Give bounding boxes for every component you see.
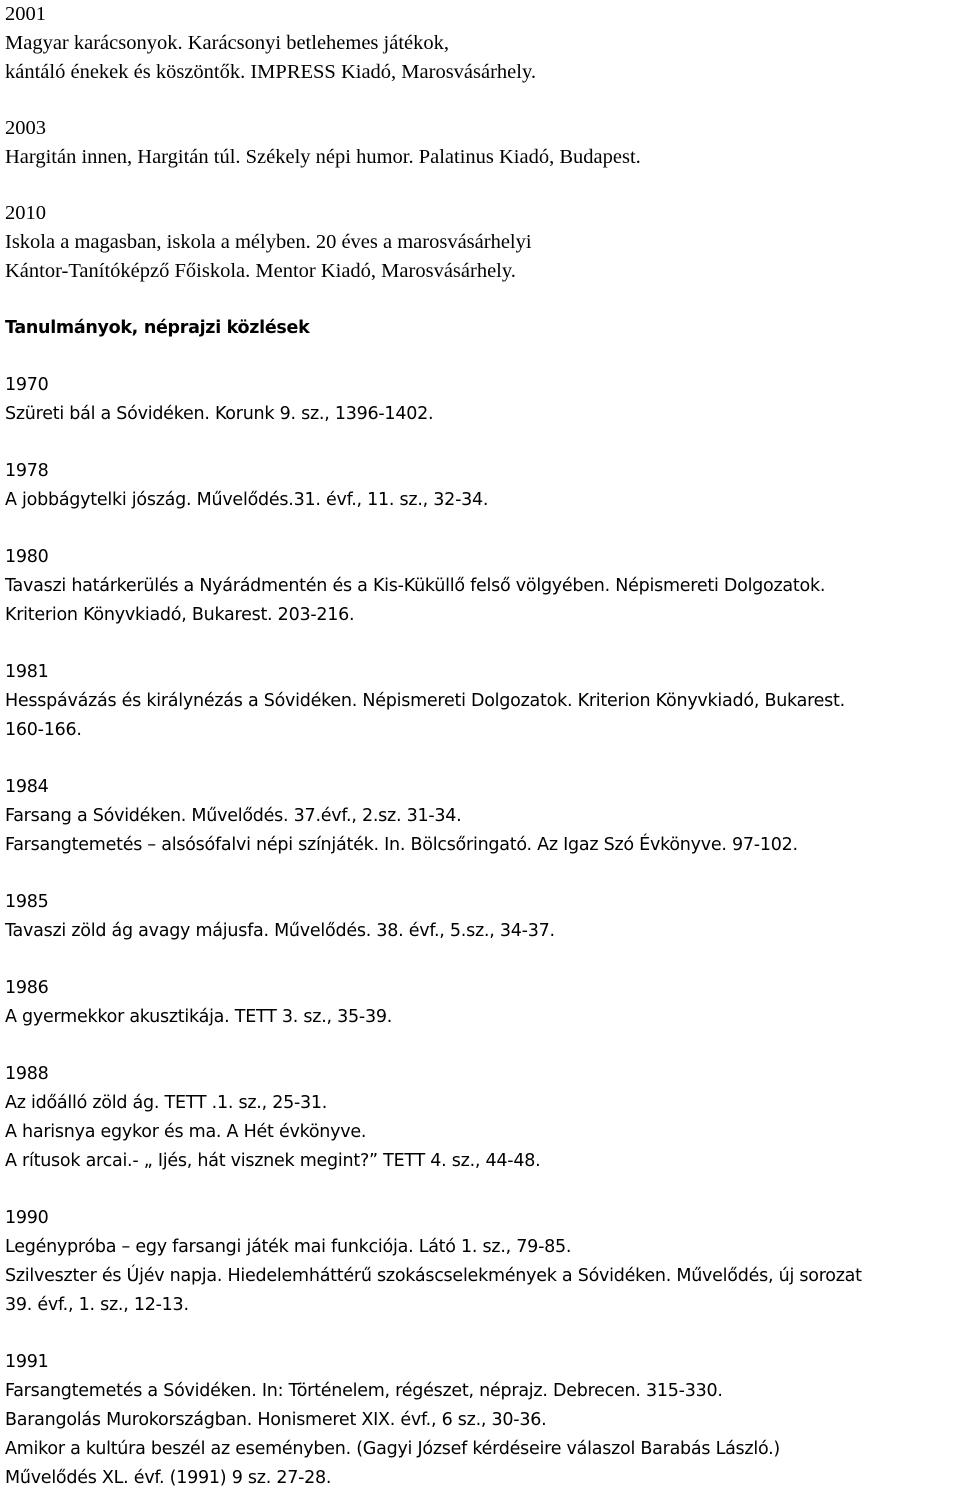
entry-line: Legénypróba – egy farsangi játék mai funkciója. Látó 1. sz., 79-85. xyxy=(5,1237,572,1257)
entry-1978 xyxy=(5,457,960,515)
entry-year: 1990 xyxy=(5,1208,49,1228)
entry-line: Hargitán innen, Hargitán túl. Székely népi humor. Palatinus Kiadó, Budapest. xyxy=(5,146,641,168)
entry-line: Farsangtemetés – alsósófalvi népi színjáték. In. Bölcsőringató. Az Igaz Szó Évkönyve. 97-102. xyxy=(5,835,798,855)
entry-line: 160-166. xyxy=(5,720,82,740)
entry-line: Amikor a kultúra beszél az eseményben. (Gagyi József kérdéseire válaszol Barabás László.) xyxy=(5,1439,780,1459)
entry-year: 1986 xyxy=(5,978,49,998)
entry-line: 39. évf., 1. sz., 12-13. xyxy=(5,1295,189,1315)
entry-1984 xyxy=(5,773,960,860)
bibliography-page xyxy=(5,0,960,1493)
entry-1986 xyxy=(5,974,960,1032)
section-heading: Tanulmányok, néprajzi közlések xyxy=(5,318,310,338)
entry-line: A rítusok arcai.- „ Ijés, hát visznek megint?” TETT 4. sz., 44-48. xyxy=(5,1151,541,1171)
entry-1991 xyxy=(5,1348,960,1493)
entry-1980 xyxy=(5,543,960,630)
entry-1985 xyxy=(5,888,960,946)
entry-1988 xyxy=(5,1060,960,1176)
entry-line: Magyar karácsonyok. Karácsonyi betlehemes játékok, xyxy=(5,32,450,54)
entry-year: 1981 xyxy=(5,662,49,682)
entry-line: Hesspávázás és királynézás a Sóvidéken. Népismereti Dolgozatok. Kriterion Könyvkiadó, Bukarest. xyxy=(5,691,845,711)
entry-1990 xyxy=(5,1204,960,1320)
entry-line: A jobbágytelki jószág. Művelődés.31. évf., 11. sz., 32-34. xyxy=(5,490,489,510)
entry-year: 1970 xyxy=(5,375,49,395)
entry-line: Kriterion Könyvkiadó, Bukarest. 203-216. xyxy=(5,605,355,625)
entry-line: Barangolás Murokországban. Honismeret XIX. évf., 6 sz., 30-36. xyxy=(5,1410,547,1430)
entry-line: Szilveszter és Újév napja. Hiedelemháttérű szokáscselekmények a Sóvidéken. Művelődés, új sorozat xyxy=(5,1266,862,1286)
entry-2010 xyxy=(5,199,960,286)
entry-year: 1988 xyxy=(5,1064,49,1084)
entry-year: 1985 xyxy=(5,892,49,912)
entry-line: A harisnya egykor és ma. A Hét évkönyve. xyxy=(5,1122,367,1142)
entry-2001 xyxy=(5,0,960,87)
entry-year: 1978 xyxy=(5,461,49,481)
entry-line: Farsangtemetés a Sóvidéken. In: Történelem, régészet, néprajz. Debrecen. 315-330. xyxy=(5,1381,723,1401)
entry-line: Farsang a Sóvidéken. Művelődés. 37.évf., 2.sz. 31-34. xyxy=(5,806,462,826)
entry-year: 1984 xyxy=(5,777,49,797)
entry-line: Az időálló zöld ág. TETT .1. sz., 25-31. xyxy=(5,1093,328,1113)
entry-1970 xyxy=(5,371,960,429)
entry-2003 xyxy=(5,114,960,172)
entry-1981 xyxy=(5,658,960,745)
entry-line: Művelődés XL. évf. (1991) 9 sz. 27-28. xyxy=(5,1468,332,1488)
entry-year: 1991 xyxy=(5,1352,49,1372)
entry-year: 2001 xyxy=(5,3,46,25)
entry-year: 2003 xyxy=(5,117,46,139)
entry-line: Tavaszi határkerülés a Nyárádmentén és a Kis-Küküllő felső völgyében. Népismereti Dolgozatok. xyxy=(5,576,826,596)
entry-year: 2010 xyxy=(5,202,46,224)
entry-line: Szüreti bál a Sóvidéken. Korunk 9. sz., 1396-1402. xyxy=(5,404,434,424)
entry-line: Kántor-Tanítóképző Főiskola. Mentor Kiadó, Marosvásárhely. xyxy=(5,260,516,282)
entry-line: Iskola a magasban, iskola a mélyben. 20 éves a marosvásárhelyi xyxy=(5,231,532,253)
entry-line: Tavaszi zöld ág avagy májusfa. Művelődés. 38. évf., 5.sz., 34-37. xyxy=(5,921,555,941)
entry-year: 1980 xyxy=(5,547,49,567)
entry-line: kántáló énekek és köszöntők. IMPRESS Kiadó, Marosvásárhely. xyxy=(5,61,537,83)
entry-line: A gyermekkor akusztikája. TETT 3. sz., 35-39. xyxy=(5,1007,393,1027)
